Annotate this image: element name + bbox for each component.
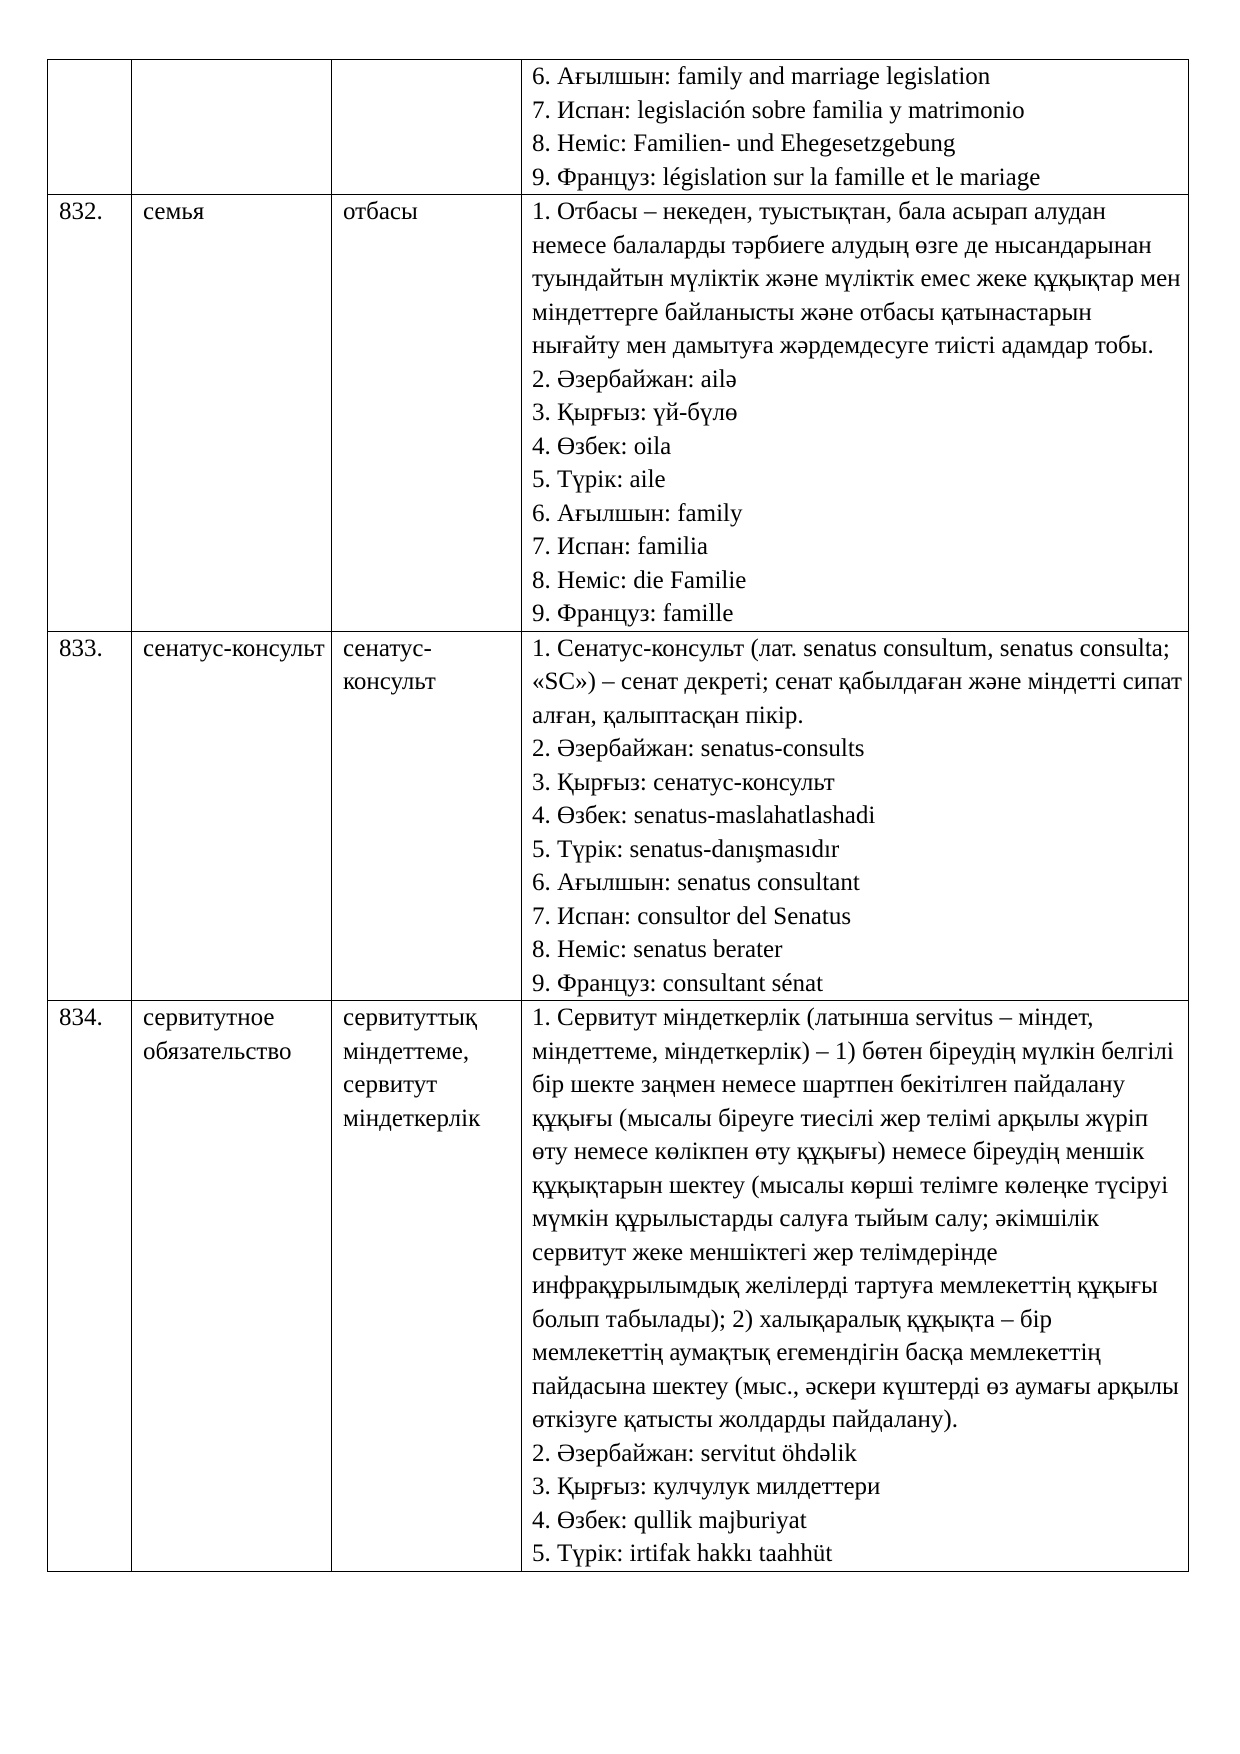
definition-text: 1. Отбасы – некеден, туыстықтан, бала асырап алудан немесе балаларды тәрбиеге алудың өзге де нысандарынан туындайтын мүліктік және мүліктік емес жеке құқықтар мен міндеттерге байланысты және отбасы қатынастарын нығайту мен дамытуға жәрдемдесуге тиісті адамдар тобы. [532, 198, 1181, 359]
entry-number: 833. [48, 631, 132, 1001]
translation-line: 9. Француз: législation sur la famille et le mariage [532, 163, 1041, 191]
definition-text: 1. Сенатус-консульт (лат. senatus consultum, senatus consulta; «SC») – сенат декреті; сенат қабылдаған және міндетті сипат алған, қалыптасқан пікір. [532, 634, 1182, 729]
translation-line: 3. Қырғыз: кулчулук милдеттери [532, 1473, 881, 1500]
glossary-table [47, 59, 1189, 1572]
translation-line: 3. Қырғыз: сенатус-консульт [532, 768, 835, 796]
table-row [48, 1001, 1189, 1572]
translation-line: 9. Француз: famille [532, 600, 734, 627]
translation-line: 5. Түрік: irtifak hakkı taahhüt [532, 1540, 833, 1567]
table-row [48, 631, 1189, 1001]
translation-line: 2. Әзербайжан: senatus-consults [532, 735, 865, 762]
definition-cell [522, 1001, 1189, 1572]
translation-line: 6. Ағылшын: family and marriage legislation [532, 63, 991, 90]
translation-line: 6. Ағылшын: senatus consultant [532, 869, 860, 896]
translation-line: 6. Ағылшын: family [532, 499, 743, 527]
russian-term [132, 60, 332, 195]
translation-line: 8. Неміс: die Familie [532, 566, 747, 594]
translation-line: 2. Әзербайжан: servitut öhdəlik [532, 1439, 857, 1467]
entry-number: 834. [48, 1001, 132, 1572]
translation-line: 4. Өзбек: qullik majburiyat [532, 1506, 807, 1534]
kazakh-term: сервитуттық міндеттеме, сервитут міндеткерлік [332, 1001, 522, 1572]
kazakh-term: сенатус-консульт [332, 631, 522, 1001]
definition-text: 1. Сервитут міндеткерлік (латынша servitus – міндет, міндеттеме, міндеткерлік) – 1) бөтен біреудің мүлкін белгілі бір шекте заңмен немесе шартпен бекітілген пайдалану құқығы (мысалы біреуге тиесілі жер телімі арқылы жүріп өту немесе көлікпен өту құқығы) немесе біреудің меншік құқықтарын шектеу (мысалы көрші телімге көлеңке түсіруі мүмкін құрылыстарды салуға тыйым салу; әкімшілік сервитут жеке меншіктегі жер телімдерінде инфрақұрылымдық желілерді тартуға мемлекеттің құқығы болып табылады); 2) халықаралық құқықта – бір мемлекеттің аумақтық егемендігін басқа мемлекеттің пайдасына шектеу (мыс., әскери күштерді өз аумағы арқылы өткізуге қатысты жолдарды пайдалану). [532, 1004, 1179, 1433]
russian-term: сенатус-консульт [132, 631, 332, 1001]
translation-line: 9. Француз: consultant sénat [532, 969, 824, 997]
translation-line: 8. Неміс: Familien- und Ehegesetzgebung [532, 130, 956, 157]
definition-cell [522, 195, 1189, 632]
translation-line: 7. Испан: consultor del Senatus [532, 902, 852, 930]
table-row [48, 195, 1189, 632]
kazakh-term: отбасы [332, 195, 522, 632]
table-row [48, 60, 1189, 195]
russian-term: сервитутное обязательство [132, 1001, 332, 1572]
entry-number: 832. [48, 195, 132, 632]
translation-line: 3. Қырғыз: үй-бүлө [532, 399, 738, 426]
definition-cell [522, 60, 1189, 195]
kazakh-term [332, 60, 522, 195]
translation-line: 5. Түрік: aile [532, 466, 666, 493]
russian-term: семья [132, 195, 332, 632]
translation-line: 2. Әзербайжан: ailə [532, 365, 737, 393]
translation-line: 5. Түрік: senatus-danışmasıdır [532, 835, 840, 863]
translation-line: 7. Испан: legislación sobre familia y matrimonio [532, 96, 1025, 124]
definition-cell [522, 631, 1189, 1001]
entry-number [48, 60, 132, 195]
translation-line: 8. Неміс: senatus berater [532, 936, 783, 963]
translation-line: 4. Өзбек: senatus-maslahatlashadi [532, 802, 876, 829]
translation-line: 4. Өзбек: oila [532, 432, 672, 460]
translation-line: 7. Испан: familia [532, 533, 709, 560]
